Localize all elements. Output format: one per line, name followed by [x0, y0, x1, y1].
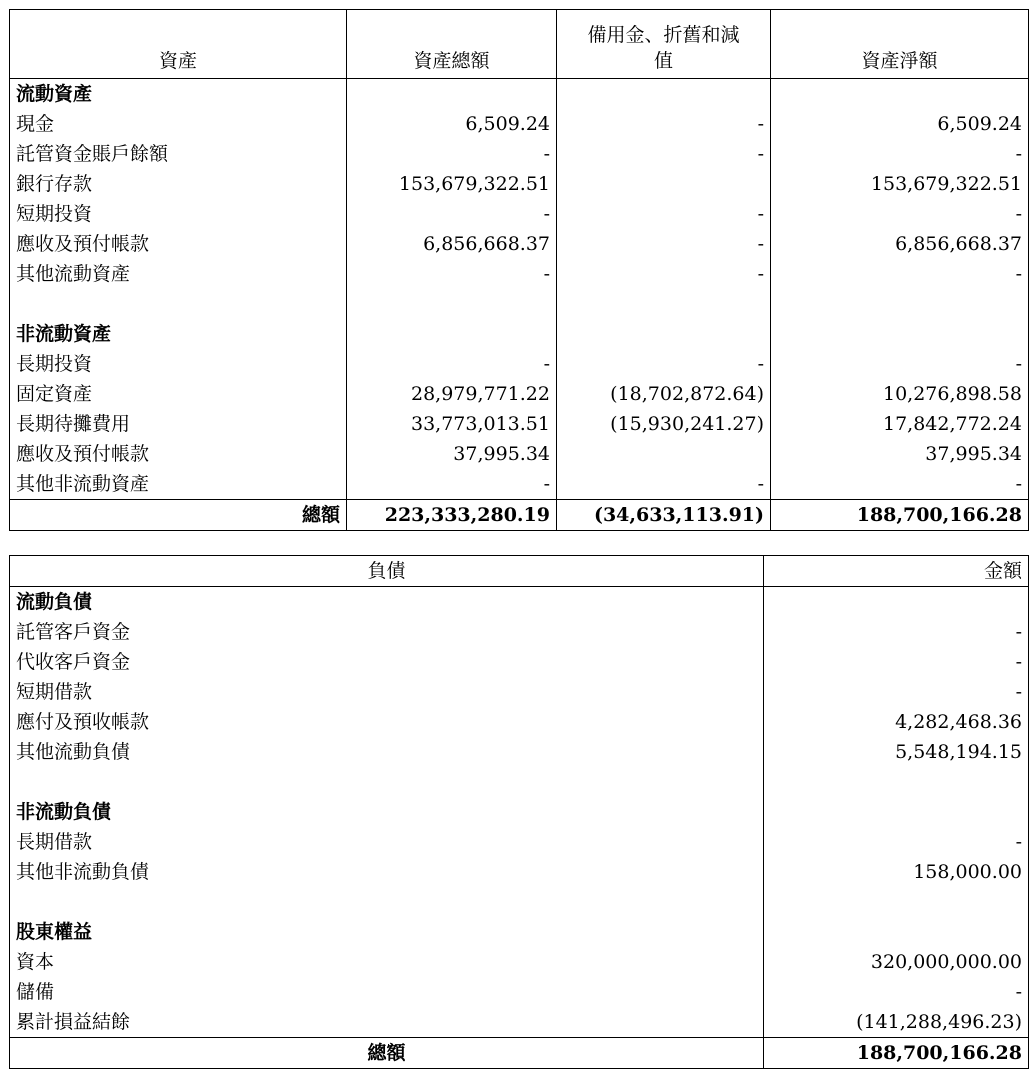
asset-gross: -	[347, 139, 557, 169]
assets-total-label: 總額	[10, 500, 347, 531]
asset-gross	[347, 319, 557, 349]
asset-gross: 6,856,668.37	[347, 229, 557, 259]
assets-table	[9, 9, 1029, 531]
table-row	[10, 977, 1029, 1007]
asset-depreciation: -	[557, 349, 771, 379]
assets-total-row	[10, 500, 1029, 531]
asset-net	[771, 289, 1029, 319]
asset-label: 託管資金賬戶餘額	[10, 139, 347, 169]
assets-total-gross: 223,333,280.19	[347, 500, 557, 531]
liability-amount	[764, 797, 1029, 827]
asset-depreciation	[557, 439, 771, 469]
asset-depreciation: -	[557, 469, 771, 500]
liability-label: 流動負債	[10, 587, 764, 618]
table-row	[10, 797, 1029, 827]
liabilities-total-label: 總額	[10, 1038, 764, 1069]
liability-amount: (141,288,496.23)	[764, 1007, 1029, 1038]
liability-amount: 158,000.00	[764, 857, 1029, 887]
asset-depreciation	[557, 79, 771, 110]
liability-label: 長期借款	[10, 827, 764, 857]
table-row	[10, 947, 1029, 977]
asset-depreciation	[557, 319, 771, 349]
liability-amount: -	[764, 647, 1029, 677]
asset-depreciation: -	[557, 139, 771, 169]
table-row	[10, 259, 1029, 289]
asset-depreciation: (18,702,872.64)	[557, 379, 771, 409]
asset-label: 流動資產	[10, 79, 347, 110]
asset-label: 長期投資	[10, 349, 347, 379]
asset-label: 非流動資產	[10, 319, 347, 349]
asset-depreciation: -	[557, 109, 771, 139]
table-row	[10, 587, 1029, 618]
liability-label: 應付及預收帳款	[10, 707, 764, 737]
liability-label: 託管客戶資金	[10, 617, 764, 647]
asset-net	[771, 319, 1029, 349]
table-row	[10, 1007, 1029, 1038]
liability-label: 其他流動負債	[10, 737, 764, 767]
assets-header-asset: 資產	[10, 10, 347, 79]
liability-amount: 320,000,000.00	[764, 947, 1029, 977]
liability-amount	[764, 587, 1029, 618]
table-row	[10, 647, 1029, 677]
asset-net: 37,995.34	[771, 439, 1029, 469]
liability-amount: -	[764, 977, 1029, 1007]
asset-label: 應收及預付帳款	[10, 439, 347, 469]
asset-depreciation	[557, 169, 771, 199]
table-row	[10, 289, 1029, 319]
liabilities-total-amount: 188,700,166.28	[764, 1038, 1029, 1069]
asset-label: 其他流動資產	[10, 259, 347, 289]
liabilities-table-body	[10, 556, 1029, 1069]
liability-label: 短期借款	[10, 677, 764, 707]
asset-net: 17,842,772.24	[771, 409, 1029, 439]
assets-table-body	[10, 10, 1029, 531]
liabilities-header-amount: 金額	[764, 556, 1029, 587]
table-row	[10, 887, 1029, 917]
asset-gross	[347, 289, 557, 319]
table-row	[10, 109, 1029, 139]
liability-amount: -	[764, 827, 1029, 857]
liability-label	[10, 887, 764, 917]
table-row	[10, 677, 1029, 707]
asset-gross: 28,979,771.22	[347, 379, 557, 409]
liability-amount: -	[764, 677, 1029, 707]
assets-total-net: 188,700,166.28	[771, 500, 1029, 531]
asset-label: 現金	[10, 109, 347, 139]
table-row	[10, 79, 1029, 110]
liability-label: 非流動負債	[10, 797, 764, 827]
table-row	[10, 379, 1029, 409]
asset-depreciation: -	[557, 199, 771, 229]
liability-amount: 4,282,468.36	[764, 707, 1029, 737]
liabilities-total-row	[10, 1038, 1029, 1069]
asset-label	[10, 289, 347, 319]
assets-total-depreciation: (34,633,113.91)	[557, 500, 771, 531]
assets-header-row	[10, 10, 1029, 79]
asset-net: 6,856,668.37	[771, 229, 1029, 259]
asset-gross: -	[347, 469, 557, 500]
liability-amount	[764, 917, 1029, 947]
liability-label: 代收客戶資金	[10, 647, 764, 677]
liabilities-header-row	[10, 556, 1029, 587]
liability-amount: 5,548,194.15	[764, 737, 1029, 767]
asset-label: 其他非流動資產	[10, 469, 347, 500]
liabilities-table	[9, 555, 1029, 1069]
assets-header-net: 資產淨額	[771, 10, 1029, 79]
asset-net: -	[771, 469, 1029, 500]
asset-gross: -	[347, 199, 557, 229]
asset-gross: 33,773,013.51	[347, 409, 557, 439]
liability-label: 儲備	[10, 977, 764, 1007]
table-row	[10, 169, 1029, 199]
asset-label: 銀行存款	[10, 169, 347, 199]
table-row	[10, 767, 1029, 797]
asset-net	[771, 79, 1029, 110]
asset-net: -	[771, 139, 1029, 169]
asset-net: -	[771, 259, 1029, 289]
asset-depreciation	[557, 289, 771, 319]
liability-label: 其他非流動負債	[10, 857, 764, 887]
table-row	[10, 707, 1029, 737]
table-row	[10, 319, 1029, 349]
table-row	[10, 857, 1029, 887]
assets-header-gross: 資產總額	[347, 10, 557, 79]
asset-label: 固定資產	[10, 379, 347, 409]
asset-gross: 6,509.24	[347, 109, 557, 139]
table-row	[10, 349, 1029, 379]
asset-net: 10,276,898.58	[771, 379, 1029, 409]
liability-amount	[764, 887, 1029, 917]
table-row	[10, 917, 1029, 947]
asset-gross: -	[347, 349, 557, 379]
table-row	[10, 469, 1029, 500]
asset-label: 短期投資	[10, 199, 347, 229]
assets-header-depreciation-line2: 值	[653, 50, 673, 72]
table-row	[10, 617, 1029, 647]
liability-amount: -	[764, 617, 1029, 647]
liabilities-header-label: 負債	[10, 556, 764, 587]
asset-net: 6,509.24	[771, 109, 1029, 139]
asset-gross: -	[347, 259, 557, 289]
liability-label: 資本	[10, 947, 764, 977]
table-row	[10, 409, 1029, 439]
liability-label: 股東權益	[10, 917, 764, 947]
asset-net: 153,679,322.51	[771, 169, 1029, 199]
asset-gross	[347, 79, 557, 110]
asset-depreciation: -	[557, 229, 771, 259]
liability-label: 累計損益結餘	[10, 1007, 764, 1038]
assets-header-depreciation	[557, 10, 771, 79]
asset-net: -	[771, 199, 1029, 229]
asset-depreciation: -	[557, 259, 771, 289]
asset-gross: 153,679,322.51	[347, 169, 557, 199]
liability-amount	[764, 767, 1029, 797]
table-row	[10, 199, 1029, 229]
asset-net: -	[771, 349, 1029, 379]
assets-header-depreciation-line1: 備用金、折舊和減	[587, 24, 740, 46]
table-row	[10, 827, 1029, 857]
liability-label	[10, 767, 764, 797]
table-row	[10, 229, 1029, 259]
table-row	[10, 737, 1029, 767]
asset-label: 長期待攤費用	[10, 409, 347, 439]
table-row	[10, 139, 1029, 169]
table-row	[10, 439, 1029, 469]
asset-label: 應收及預付帳款	[10, 229, 347, 259]
asset-depreciation: (15,930,241.27)	[557, 409, 771, 439]
asset-gross: 37,995.34	[347, 439, 557, 469]
